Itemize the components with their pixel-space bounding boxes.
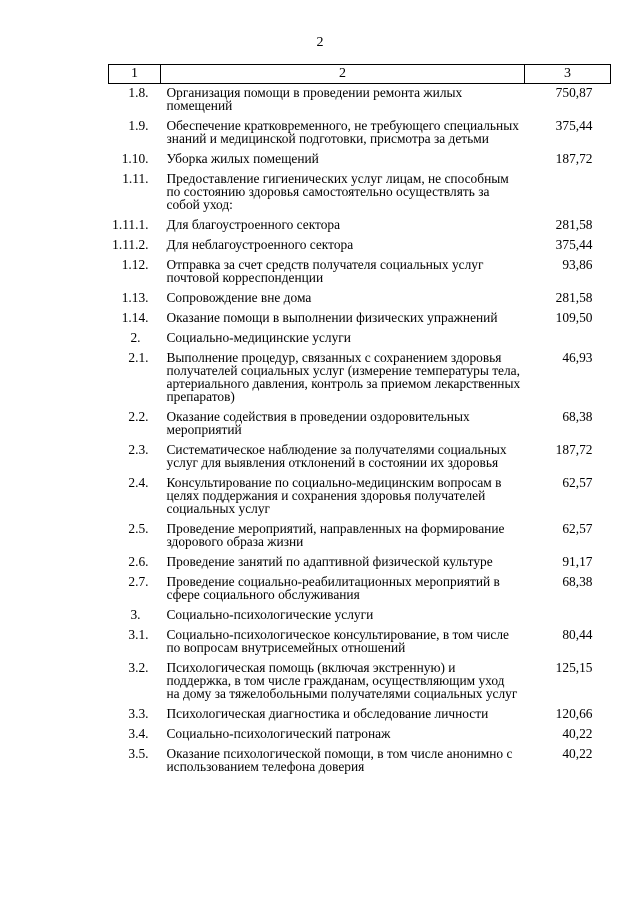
service-price xyxy=(525,172,611,218)
row-number: 1.10. xyxy=(121,151,149,166)
row-number: 2.4. xyxy=(128,475,149,490)
service-price: 187,72 xyxy=(555,151,593,166)
row-number: 3.1. xyxy=(128,627,149,642)
row-number: 1.12. xyxy=(121,257,149,272)
service-name: Психологическая помощь (включая экстренную) и поддержка, в том числе гражданам, осуществляющим уход на дому за тяжелобольными получателями социальных услуг xyxy=(166,660,518,701)
service-price: 375,44 xyxy=(555,237,593,252)
table-row xyxy=(109,410,611,443)
row-number: 3.5. xyxy=(128,746,149,761)
table-row xyxy=(109,331,611,351)
table-row xyxy=(109,351,611,410)
table-row xyxy=(109,727,611,747)
service-name: Сопровождение вне дома xyxy=(166,290,312,305)
row-number: 1.9. xyxy=(128,118,149,133)
service-price: 93,86 xyxy=(562,257,593,272)
service-name: Проведение занятий по адаптивной физической культуре xyxy=(166,554,493,569)
table-row xyxy=(109,258,611,291)
row-number: 3.2. xyxy=(128,660,149,675)
table-row xyxy=(109,747,611,780)
service-price: 281,58 xyxy=(555,217,593,232)
service-name: Организация помощи в проведении ремонта жилых помещений xyxy=(166,85,463,113)
service-price: 375,44 xyxy=(555,118,593,133)
service-name: Для благоустроенного сектора xyxy=(166,217,341,232)
service-name: Систематическое наблюдение за получателями социальных услуг для выявления отклонений в состоянии их здоровья xyxy=(166,442,507,470)
table-row xyxy=(109,238,611,258)
service-name: Для неблагоустроенного сектора xyxy=(166,237,354,252)
service-name: Проведение социально-реабилитационных мероприятий в сфере социального обслуживания xyxy=(166,574,500,602)
row-number: 3. xyxy=(130,607,141,622)
table-row xyxy=(109,218,611,238)
row-number: 1.11.2. xyxy=(112,237,149,252)
table-row xyxy=(109,555,611,575)
service-name: Уборка жилых помещений xyxy=(166,151,319,166)
table-header xyxy=(109,65,611,84)
row-number: 1.11.1. xyxy=(112,217,149,232)
row-number: 2.6. xyxy=(128,554,149,569)
service-name: Психологическая диагностика и обследование личности xyxy=(166,706,489,721)
service-name: Социально-психологическое консультирование, в том числе по вопросам внутрисемейных отношений xyxy=(166,627,509,655)
table-row xyxy=(109,119,611,152)
service-price: 80,44 xyxy=(562,627,593,642)
header-col-price: 3 xyxy=(525,65,611,84)
service-price: 68,38 xyxy=(562,574,593,589)
row-number: 3.3. xyxy=(128,706,149,721)
service-price: 40,22 xyxy=(562,726,593,741)
service-price: 120,66 xyxy=(555,706,593,721)
section-title: Социально-психологические услуги xyxy=(166,607,374,622)
table-row xyxy=(109,575,611,608)
page-number: 2 xyxy=(316,35,324,50)
service-name: Оказание помощи в выполнении физических упражнений xyxy=(166,310,498,325)
table-row xyxy=(109,84,611,120)
table-row xyxy=(109,707,611,727)
table-row xyxy=(109,152,611,172)
service-price: 187,72 xyxy=(555,442,593,457)
service-name: Обеспечение кратковременного, не требующего специальных знаний и медицинской подготовки, присмотра за детьми xyxy=(166,118,519,146)
service-price: 62,57 xyxy=(562,475,593,490)
section-title: Социально-медицинские услуги xyxy=(166,330,351,345)
row-number: 1.11. xyxy=(122,171,149,186)
table-row xyxy=(109,172,611,218)
row-number: 1.8. xyxy=(128,85,149,100)
service-price: 109,50 xyxy=(555,310,593,325)
row-number: 2.2. xyxy=(128,409,149,424)
service-name: Социально-психологический патронаж xyxy=(166,726,391,741)
table-row xyxy=(109,628,611,661)
service-name: Предоставление гигиенических услуг лицам, не способным по состоянию здоровья самостоятельно осуществлять за собой уход: xyxy=(166,171,509,212)
service-name: Оказание содействия в проведении оздоровительных мероприятий xyxy=(166,409,470,437)
service-price: 125,15 xyxy=(555,660,593,675)
row-number: 2.5. xyxy=(128,521,149,536)
header-row xyxy=(109,65,611,84)
table-row xyxy=(109,476,611,522)
service-price: 68,38 xyxy=(562,409,593,424)
service-price: 40,22 xyxy=(562,746,593,761)
row-number: 3.4. xyxy=(128,726,149,741)
row-number: 1.14. xyxy=(121,310,149,325)
services-tariff-table xyxy=(108,64,611,780)
service-price xyxy=(525,608,611,628)
table-body xyxy=(109,84,611,781)
table-row xyxy=(109,311,611,331)
service-price: 46,93 xyxy=(562,350,593,365)
table-row xyxy=(109,522,611,555)
header-col-service: 2 xyxy=(161,65,525,84)
service-price: 62,57 xyxy=(562,521,593,536)
service-name: Проведение мероприятий, направленных на формирование здорового образа жизни xyxy=(166,521,505,549)
service-price: 91,17 xyxy=(562,554,593,569)
table-row xyxy=(109,608,611,628)
service-price: 750,87 xyxy=(555,85,593,100)
service-name: Консультирование по социально-медицинским вопросам в целях поддержания и сохранения здоровья получателей социальных услуг xyxy=(166,475,502,516)
row-number: 1.13. xyxy=(121,290,149,305)
service-price: 281,58 xyxy=(555,290,593,305)
service-name: Отправка за счет средств получателя социальных услуг почтовой корреспонденции xyxy=(166,257,484,285)
header-col-number: 1 xyxy=(109,65,161,84)
table-row xyxy=(109,291,611,311)
row-number: 2.1. xyxy=(128,350,149,365)
row-number: 2.3. xyxy=(128,442,149,457)
service-name: Оказание психологической помощи, в том числе анонимно с использованием телефона доверия xyxy=(166,746,513,774)
table-row xyxy=(109,661,611,707)
service-name: Выполнение процедур, связанных с сохранением здоровья получателей социальных услуг (измерение температуры тела, артериального давления, контроль за приемом лекарственных препаратов) xyxy=(166,350,521,404)
service-price xyxy=(525,331,611,351)
row-number: 2. xyxy=(130,330,141,345)
row-number: 2.7. xyxy=(128,574,149,589)
table-row xyxy=(109,443,611,476)
